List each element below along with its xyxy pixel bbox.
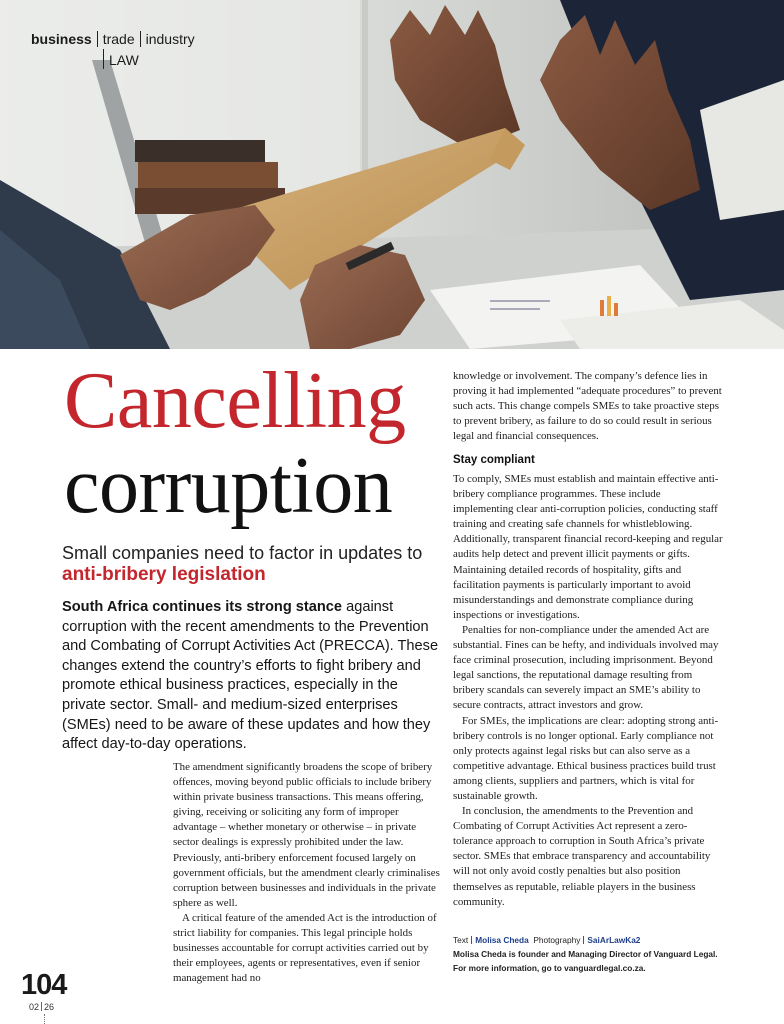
text-label: Text	[453, 935, 469, 945]
body-column-right-continued	[453, 369, 723, 444]
headline-line-2: corruption	[64, 442, 393, 530]
section-primary: business	[31, 31, 92, 47]
lede-paragraph	[62, 598, 440, 755]
body-column-right	[453, 472, 723, 910]
body-paragraph: To comply, SMEs must establish and maintain effective anti-bribery compliance programmes. These include implementing clear anti-corruption policies, conducting staff training and creating safe channels for whistleblowing. Additionally, transparent financial record-keeping and regular audits help detect and prevent illicit payments or gifts. Maintaining detailed records of hospitality, gifts and facilitation payments is particularly important to avoid misunderstandings and demonstrate compliance during inspections or investigations.	[453, 473, 723, 621]
page-number: 104	[21, 969, 67, 1001]
divider	[41, 1002, 42, 1011]
divider	[471, 936, 472, 944]
section-industry: industry	[145, 31, 195, 47]
divider	[583, 936, 584, 944]
standfirst-highlight: anti-bribery legislation	[62, 564, 266, 585]
body-paragraph: knowledge or involvement. The company’s defence lies in proving it had implemented “adequate procedures” to prevent such acts. This change compels SMEs to take proactive steps to prevent bribery, as failure to do so could result in serious legal and financial consequences.	[453, 370, 722, 443]
credits	[453, 933, 743, 975]
more-info: For more information, go to vanguardlegal.co.za.	[453, 963, 646, 973]
issue-month: 02	[29, 1002, 40, 1012]
headline-line-1: Cancelling	[64, 357, 406, 445]
issue-date	[29, 1002, 54, 1012]
body-paragraph: In conclusion, the amendments to the Prevention and Combating of Corrupt Activities Act represent a zero-tolerance approach to corruption in South Africa’s private sector. SMEs that embrace transparency and accountability will not only avoid costly penalties but also position themselves as reputable, reliable players in the business community.	[453, 805, 711, 908]
photographer-name: SaiArLawKa2	[587, 935, 641, 945]
divider	[103, 49, 104, 69]
section-category: LAW	[109, 52, 139, 68]
divider	[97, 31, 98, 47]
dotted-rule	[44, 1014, 45, 1024]
body-paragraph: A critical feature of the amended Act is the introduction of strict liability for companies. This legal principle holds businesses accountable for corrupt activities carried out by their employees, agents or representatives, even if senior management had no	[173, 911, 437, 985]
author-name: Molisa Cheda	[475, 935, 529, 945]
hero-photo	[0, 0, 784, 349]
lede-text: against corruption with the recent amendments to the Prevention and Combating of Corrupt Activities Act (PRECCA). These changes extend the country’s efforts to fight bribery and promote ethical business practices, especially in the private sector. Small- and medium-sized enterprises (SMEs) need to be aware of these updates and how they affect day-to-day operations.	[62, 599, 439, 753]
divider	[140, 31, 141, 47]
page-folio	[21, 969, 67, 1012]
lede-bold: South Africa continues its strong stance	[62, 599, 343, 615]
body-paragraph: For SMEs, the implications are clear: adopting strong anti-bribery controls is no longer optional. Early compliance not only protects against legal risks but can also serve as a competitive advantage. Ethical business practices build trust among clients, suppliers and partners, which is vital for sustainable growth.	[453, 714, 719, 802]
body-paragraph: Penalties for non-compliance under the amended Act are substantial. Fines can be hefty, and individuals involved may face criminal prosecution, including imprisonment. Beyond legal sanctions, the reputational damage resulting from bribery scandals can severely impact an SME’s ability to secure contracts, attract investors and grow.	[453, 623, 719, 712]
standfirst-text: Small companies need to factor in updates to	[62, 543, 423, 563]
author-bio: Molisa Cheda is founder and Managing Director of Vanguard Legal.	[453, 949, 718, 959]
subheading: Stay compliant	[453, 454, 535, 466]
issue-year: 26	[44, 1002, 55, 1012]
body-paragraph: The amendment significantly broadens the scope of bribery offences, moving beyond public officials to include bribery within private business transactions. This means offering, giving, receiving or soliciting any form of improper advantage – whether monetary or otherwise – in private sector dealings is expressly prohibited under the law. Previously, anti-bribery enforcement focused largely on government officials, but the amendment clearly criminalises corruption between businesses and individuals in the private sphere as well.	[173, 761, 440, 909]
photo-label: Photography	[533, 935, 581, 945]
section-navigation	[31, 30, 195, 68]
section-trade: trade	[102, 31, 135, 47]
standfirst	[62, 542, 442, 586]
body-column-left	[173, 760, 441, 986]
